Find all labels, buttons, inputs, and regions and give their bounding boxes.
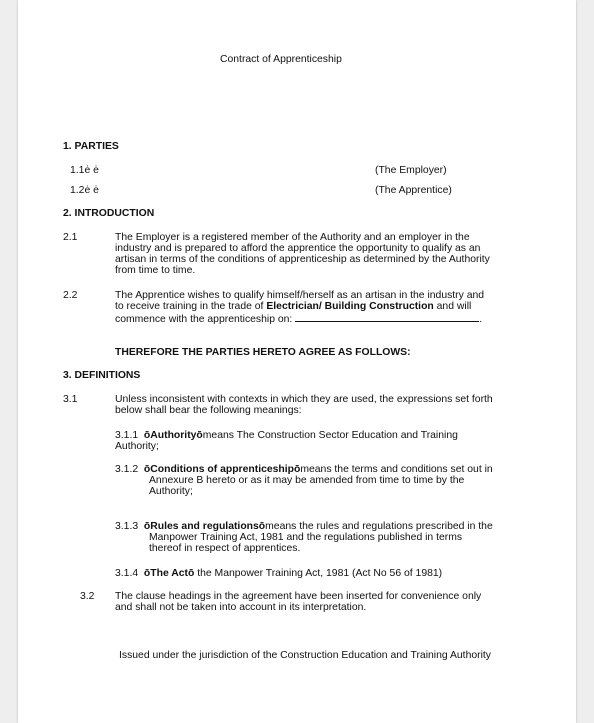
party-employer-number: 1.1ė ė xyxy=(70,165,99,176)
definition-rules-cont: Manpower Training Act, 1981 and the regulations published in terms xyxy=(149,532,463,543)
clause-2-2-text: commence with the apprenticeship on: xyxy=(115,314,293,325)
document-page xyxy=(18,0,576,723)
definition-text: means the rules and regulations prescribed in the xyxy=(265,521,493,532)
clause-3-1-line: Unless inconsistent with contexts in which they are used, the expressions set forth xyxy=(115,394,493,405)
footer-jurisdiction: Issued under the jurisdiction of the Construction Education and Training Authority xyxy=(119,650,491,661)
clause-number: 2.2 xyxy=(63,290,78,301)
clause-3-2-line: and shall not be taken into account in its interpretation. xyxy=(115,602,367,613)
section-heading-introduction: 2. INTRODUCTION xyxy=(63,208,155,219)
definition-term: ōConditions of apprenticeshipō xyxy=(143,464,301,475)
party-employer-role: (The Employer) xyxy=(375,165,447,176)
document-title: Contract of Apprenticeship xyxy=(220,54,342,65)
clause-2-2-line: The Apprentice wishes to qualify himself/herself as an artisan in the industry and xyxy=(115,290,485,301)
definition-term: ōRules and regulationsō xyxy=(143,521,266,532)
clause-2-1-line: artisan in terms of the conditions of apprenticeship as determined by the Authority xyxy=(115,254,490,265)
clause-2-1-line: The Employer is a registered member of the Authority and an employer in the xyxy=(115,232,470,243)
definition-number: 3.1.1 xyxy=(115,430,139,441)
definition-authority xyxy=(115,430,458,442)
definition-authority-cont: Authority; xyxy=(115,441,159,452)
definition-rules-cont: thereof in respect of apprentices. xyxy=(149,543,301,554)
definition-conditions-cont: Authority; xyxy=(149,486,193,497)
clause-2-2-line xyxy=(115,312,482,326)
definition-conditions-cont: Annexure B hereto or as it may be amended from time to time by the xyxy=(149,475,465,486)
definition-number: 3.1.2 xyxy=(115,464,139,475)
commencement-date-blank xyxy=(295,312,479,322)
definition-act xyxy=(115,568,442,580)
clause-2-2-text: to receive training in the trade of xyxy=(115,301,267,312)
clause-number: 2.1 xyxy=(63,232,78,243)
agreement-statement: THEREFORE THE PARTIES HERETO AGREE AS FOLLOWS: xyxy=(115,347,411,358)
clause-2-2-text: and will xyxy=(433,301,472,312)
clause-number: 3.1 xyxy=(63,394,78,405)
section-heading-definitions: 3. DEFINITIONS xyxy=(63,370,141,381)
definition-text: the Manpower Training Act, 1981 (Act No 56 of 1981) xyxy=(194,568,443,579)
clause-2-1-line: industry and is prepared to afford the apprentice the opportunity to qualify as an xyxy=(115,243,481,254)
section-heading-parties: 1. PARTIES xyxy=(63,141,119,152)
party-apprentice-role: (The Apprentice) xyxy=(375,185,452,196)
clause-3-1-line: below shall bear the following meanings: xyxy=(115,405,302,416)
clause-3-2-line: The clause headings in the agreement have been inserted for convenience only xyxy=(115,591,482,602)
clause-number: 3.2 xyxy=(80,591,95,602)
clause-2-2-text: . xyxy=(479,314,483,325)
definition-term: ōAuthorityō xyxy=(143,430,203,441)
clause-2-1-line: from time to time. xyxy=(115,265,196,276)
definition-term: ōThe Actō xyxy=(143,568,195,579)
definition-text: means the terms and conditions set out in xyxy=(300,464,493,475)
definition-text: means The Construction Sector Education and Training xyxy=(202,430,458,441)
party-apprentice-number: 1.2ė ė xyxy=(70,185,99,196)
definition-number: 3.1.3 xyxy=(115,521,139,532)
definition-number: 3.1.4 xyxy=(115,568,139,579)
trade-name: Electrician/ Building Construction xyxy=(266,301,434,312)
